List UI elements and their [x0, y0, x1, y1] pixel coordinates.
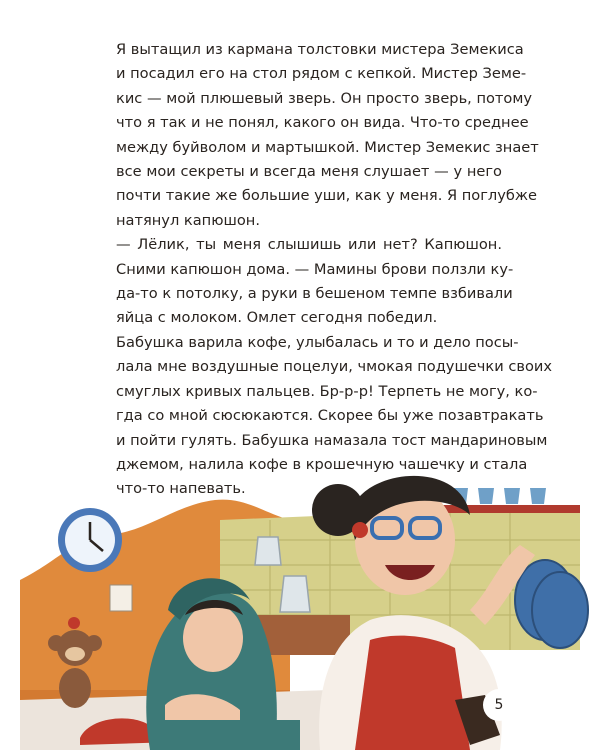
story-text	[88, 38, 553, 502]
text-line: натянул капюшон.	[116, 211, 260, 229]
paragraph-1	[88, 38, 539, 233]
wall-clock	[58, 508, 122, 572]
text-line: что-то напевать.	[116, 480, 246, 498]
text-line: да-то к потолку, а руки в бешеном темпе взбивали	[116, 285, 513, 303]
paragraph-2	[88, 233, 514, 331]
text-line: гда со мной сюсюкаются. Скорее бы уже позавтракать	[116, 407, 544, 425]
text-line: почти такие же большие уши, как у меня. Я поглубже	[116, 187, 537, 205]
text-line: Сними капюшон дома. — Мамины брови ползли ку-	[116, 260, 514, 278]
text-line: Бабушка варила кофе, улыбалась и то и дело посы-	[116, 333, 519, 351]
text-line: все мои секреты и всегда меня слушает — у него	[116, 163, 502, 181]
text-line: что я так и не понял, какого он вида. Что-то среднее	[116, 114, 529, 132]
text-line: и посадил его на стол рядом с кепкой. Мистер Земе-	[116, 65, 527, 83]
text-line: между буйволом и мартышкой. Мистер Земекис знает	[116, 138, 539, 156]
text-line: джемом, налила кофе в крошечную чашечку и стала	[116, 455, 528, 473]
text-line: — Лёлик, ты меня слышишь или нет? Капюшон.	[116, 236, 502, 254]
text-line: смуглых кривых пальцев. Бр-р-р! Терпеть не могу, ко-	[116, 382, 538, 400]
text-line: и пойти гулять. Бабушка намазала тост мандариновым	[116, 431, 548, 449]
text-line: Я вытащил из кармана толстовки мистера Земекиса	[116, 41, 524, 58]
calendar	[110, 585, 132, 611]
blue-cups	[452, 488, 546, 504]
text-line: кис — мой плюшевый зверь. Он просто зверь, потому	[116, 89, 532, 107]
text-line: яйца с молоком. Омлет сегодня победил.	[116, 309, 438, 327]
page-number: 5	[483, 689, 515, 721]
text-line: лала мне воздушные поцелуи, чмокая подушечки своих	[116, 358, 553, 376]
